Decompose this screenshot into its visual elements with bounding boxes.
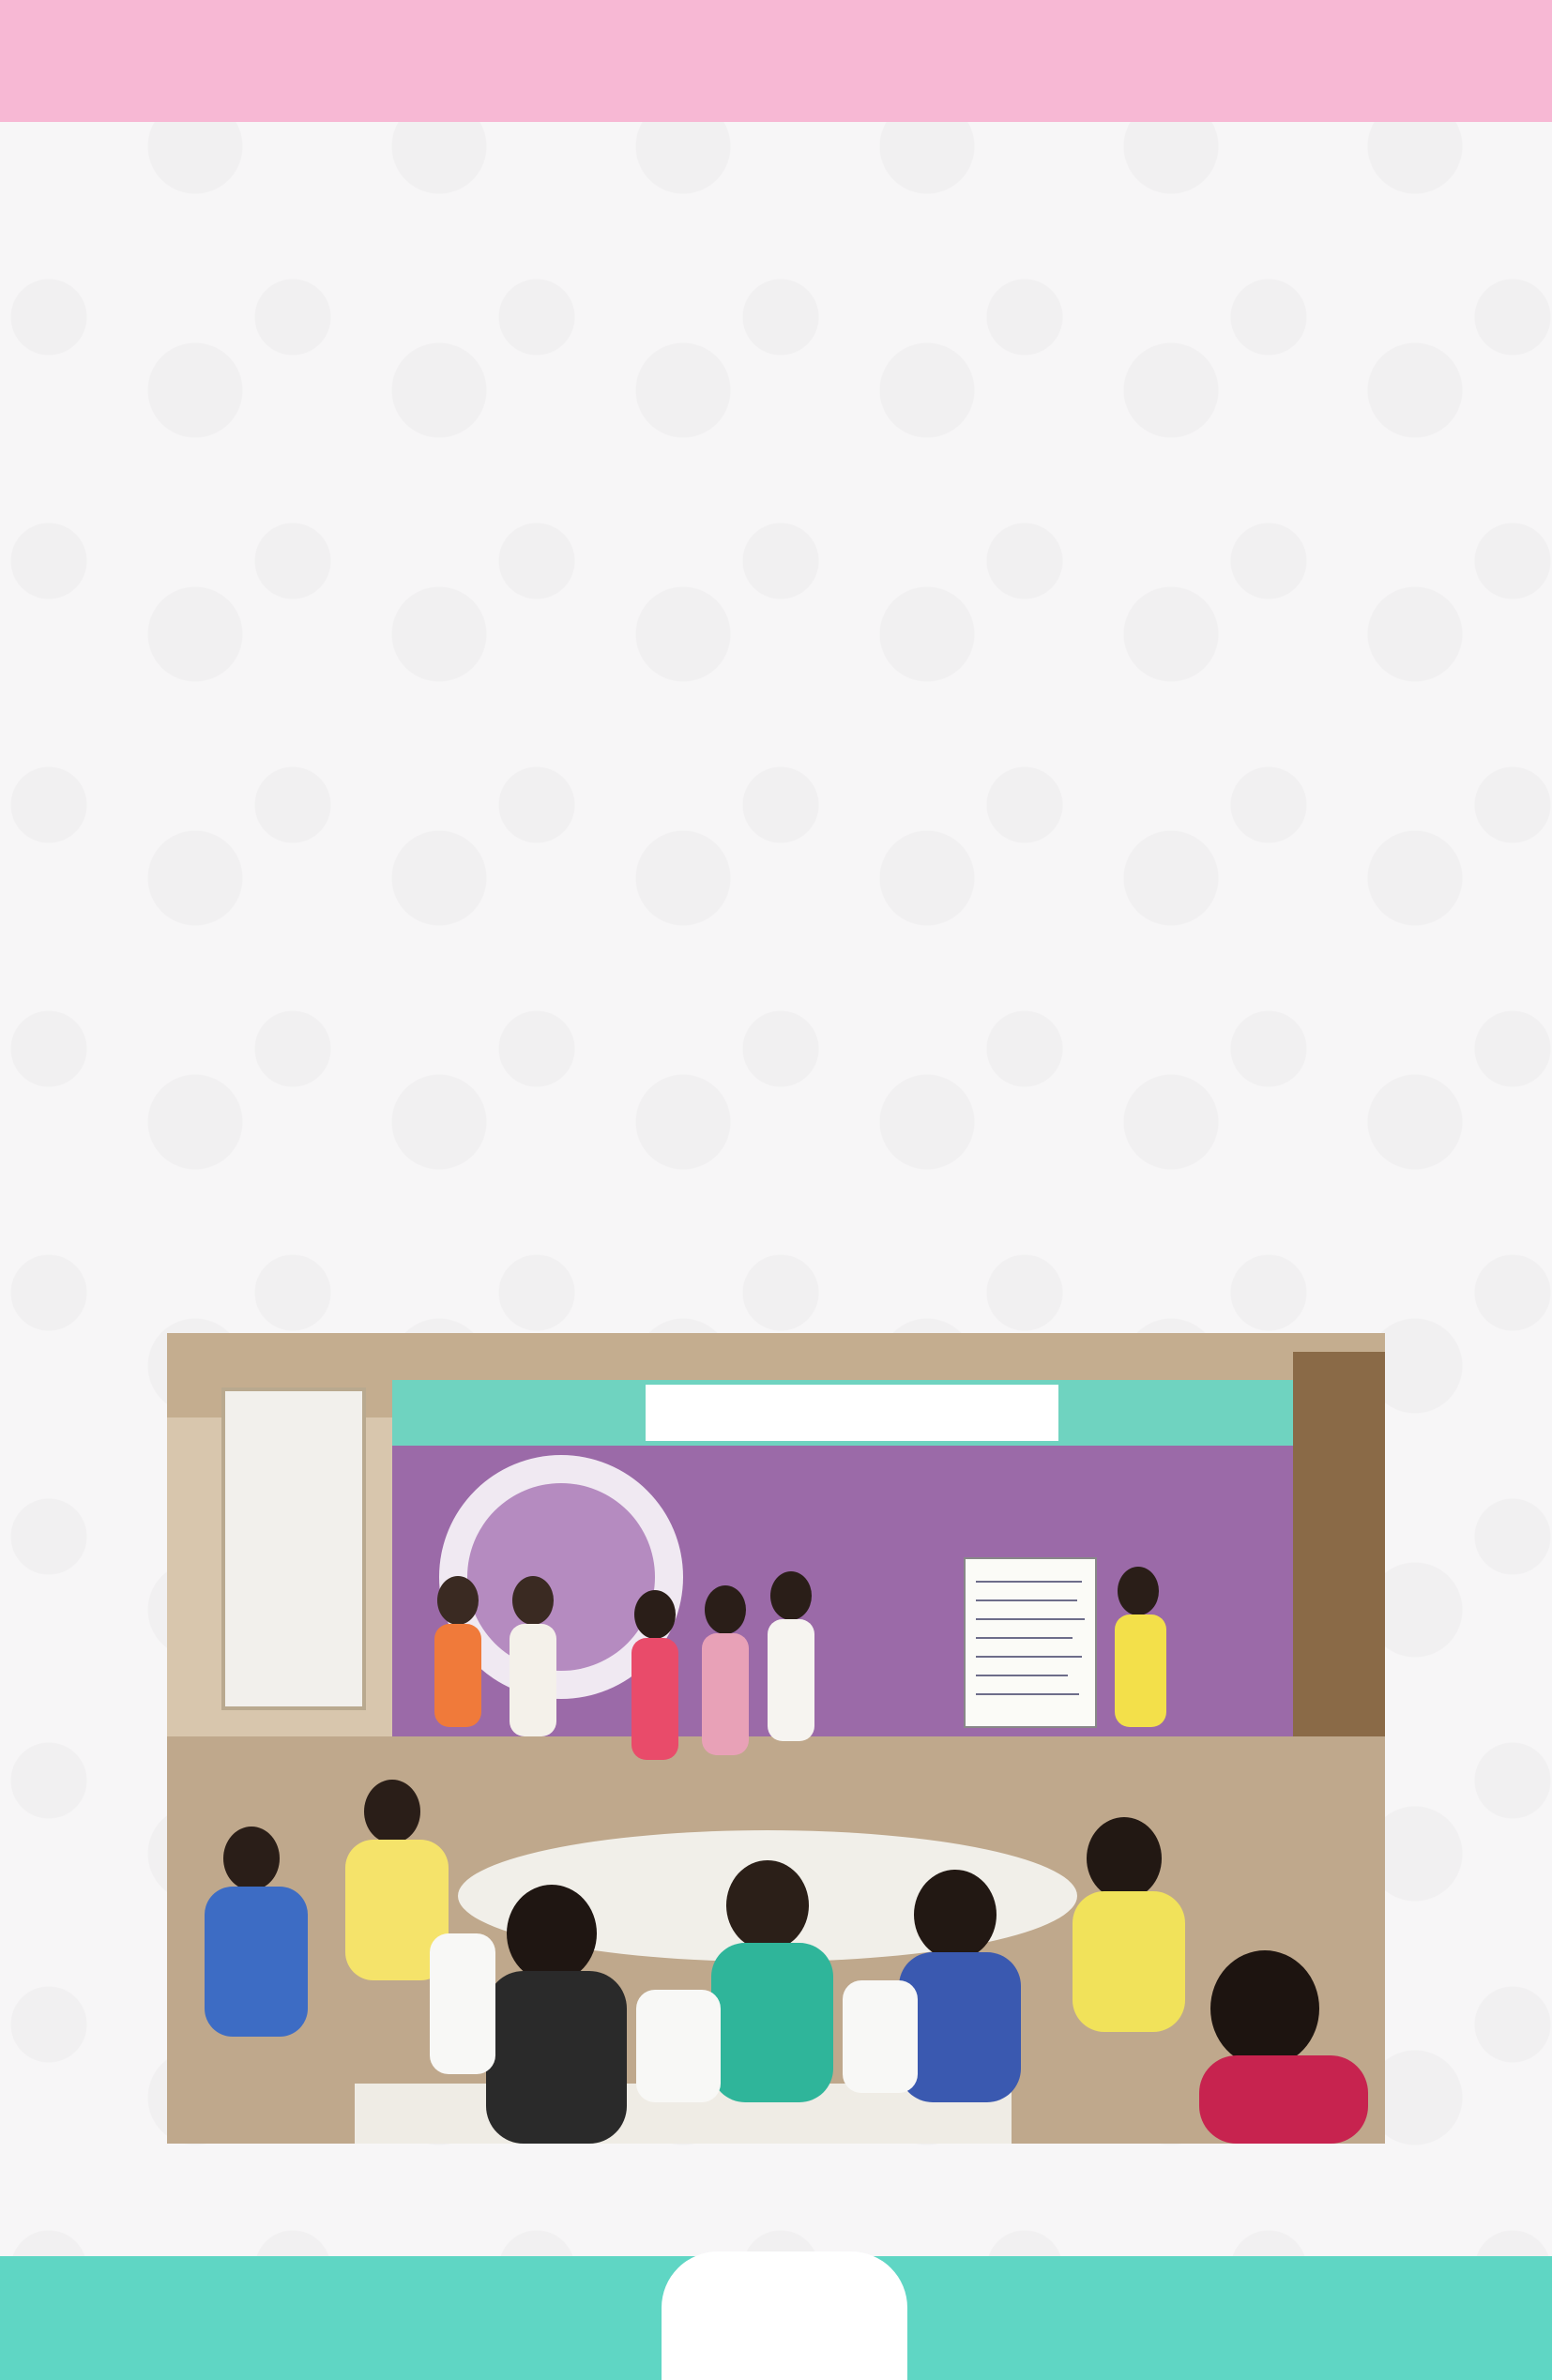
top-decorative-border [0, 0, 1552, 122]
top-border-pattern [0, 0, 1552, 122]
page-number [662, 2278, 907, 2334]
workshop-photo-illustration [167, 1333, 1385, 2144]
main-content [167, 167, 1385, 219]
workshop-photo [167, 1333, 1385, 2144]
